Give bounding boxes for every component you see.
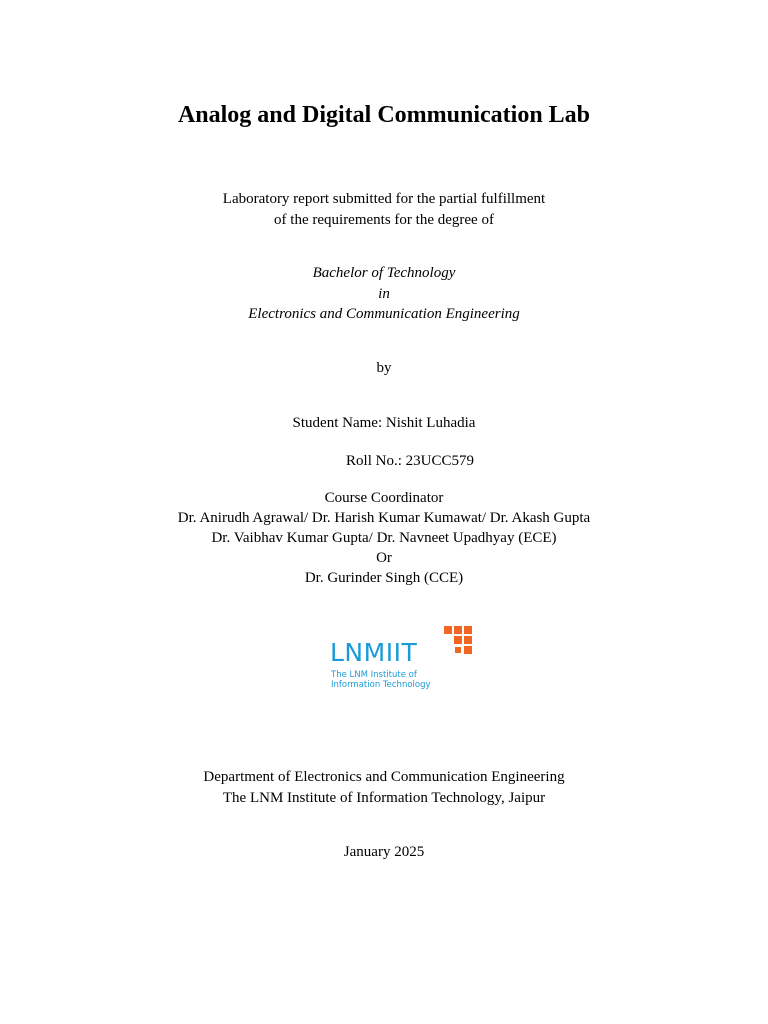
logo-square-icon — [454, 636, 462, 644]
coordinator-line-3: Dr. Gurinder Singh (CCE) — [304, 570, 464, 586]
submission-line-1: Laboratory report submitted for the partial fulfillment — [222, 191, 546, 207]
roll-number: Roll No.: 23UCC579 — [346, 453, 474, 469]
report-date: January 2025 — [343, 844, 425, 860]
coordinator-line-2: Dr. Vaibhav Kumar Gupta/ Dr. Navneet Upadhyay (ECE) — [211, 530, 557, 546]
logo-wordmark: LNMIIT — [330, 638, 418, 667]
report-title: Analog and Digital Communication Lab — [177, 102, 591, 128]
logo-square-icon — [454, 626, 462, 634]
degree-branch: Electronics and Communication Engineering — [248, 306, 520, 322]
logo-square-icon — [464, 636, 472, 644]
student-name: Student Name: Nishit Luhadia — [292, 415, 476, 431]
logo-subtitle-line-1: The LNM Institute of — [331, 670, 417, 680]
degree-connector: in — [378, 286, 390, 302]
department-line: Department of Electronics and Communication Engineering — [203, 769, 565, 785]
logo-square-icon — [464, 626, 472, 634]
submission-line-2: of the requirements for the degree of — [274, 212, 494, 228]
logo-square-icon — [444, 626, 452, 634]
coordinator-heading: Course Coordinator — [324, 490, 444, 506]
logo-square-icon — [464, 646, 472, 654]
logo-square-icon — [455, 647, 461, 653]
lnmiit-logo — [330, 624, 480, 692]
coordinator-line-1: Dr. Anirudh Agrawal/ Dr. Harish Kumar Kumawat/ Dr. Akash Gupta — [177, 510, 591, 526]
coordinator-or: Or — [376, 550, 392, 566]
degree-name: Bachelor of Technology — [312, 265, 456, 281]
institute-line: The LNM Institute of Information Technology, Jaipur — [222, 790, 546, 806]
by-label: by — [376, 360, 392, 376]
logo-subtitle-line-2: Information Technology — [331, 680, 431, 690]
